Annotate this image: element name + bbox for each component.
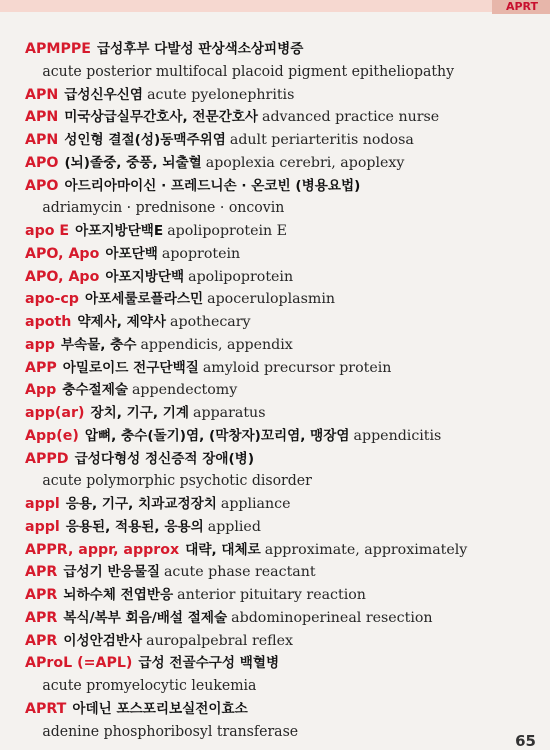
entry-abbreviation: AProL (=APL): [25, 655, 133, 672]
entry-korean-term: 뇌하수체 전엽반응: [63, 587, 174, 603]
dictionary-entry: [25, 175, 545, 198]
entry-english-term: amyloid precursor protein: [202, 359, 392, 376]
dictionary-entry: [25, 539, 545, 562]
entry-korean-term: 응용된, 적용된, 응용의: [65, 518, 204, 535]
entry-korean-term: 대략, 대체로: [185, 541, 261, 558]
entry-english-term: appendicis, appendix: [140, 336, 293, 353]
entry-abbreviation: APR: [25, 632, 58, 649]
entry-english-term: apothecary: [170, 314, 251, 330]
dictionary-entry: [25, 266, 545, 289]
entry-abbreviation: apo-cp: [25, 291, 79, 308]
entry-korean-term: 급성기 반응물질: [63, 564, 160, 581]
entry-korean-term: 급성다형성 정신증적 장애(병): [74, 450, 255, 467]
entry-english-term: appendicitis: [353, 427, 442, 444]
entry-english-term: auropalpebral reflex: [146, 632, 293, 649]
section-tab: APRT: [492, 0, 550, 14]
entry-abbreviation: app: [25, 336, 55, 353]
entry-abbreviation: APR: [25, 609, 58, 626]
entry-abbreviation: APN: [25, 86, 59, 103]
entry-korean-term: 급성 전골수구성 백혈병: [138, 655, 280, 672]
dictionary-entry: [25, 698, 545, 721]
entry-english-term: abdominoperineal resection: [231, 609, 433, 626]
entry-abbreviation: APPD: [25, 450, 69, 467]
entry-korean-term: 충수절제술: [62, 382, 128, 399]
entry-abbreviation: APRT: [25, 700, 67, 717]
dictionary-entry: [25, 311, 545, 334]
entry-korean-term: 미국상급실무간호사, 전문간호사: [64, 109, 259, 126]
dictionary-entry: [25, 197, 527, 220]
entry-abbreviation: APO: [25, 154, 59, 171]
dictionary-entry: [25, 379, 545, 402]
dictionary-entry: [25, 357, 545, 380]
dictionary-entry: [25, 288, 545, 311]
dictionary-entry: [25, 448, 545, 471]
entry-korean-term: 성인형 결절(성)동맥주위염: [64, 132, 226, 148]
entry-english-term: apoprotein: [161, 245, 241, 262]
entry-abbreviation: APP: [25, 359, 57, 376]
entry-english-term: adult periarteritis nodosa: [229, 132, 414, 148]
dictionary-entry: [25, 84, 545, 107]
entry-english-term: acute pyelonephritis: [147, 86, 295, 103]
entry-abbreviation: apo E: [25, 223, 70, 239]
dictionary-entries: [25, 38, 545, 743]
entry-korean-term: 급성신우신염: [64, 86, 144, 103]
entry-abbreviation: APMPPE: [25, 41, 91, 57]
entry-korean-term: 아포세룰로플라스민: [84, 291, 204, 308]
entry-abbreviation: APR: [25, 564, 58, 581]
entry-korean-term: 복식/복부 회음/배설 절제술: [63, 609, 228, 626]
entry-english-term: acute posterior multifocal placoid pigment epitheliopathy: [42, 62, 455, 80]
dictionary-entry: [25, 721, 527, 744]
entry-korean-term: 이성안검반사: [63, 632, 143, 649]
entry-korean-term: (뇌)졸중, 중풍, 뇌출혈: [64, 154, 202, 171]
dictionary-entry: [25, 561, 545, 584]
entry-korean-term: 아포단백: [105, 245, 158, 262]
dictionary-entry: [25, 61, 527, 84]
entry-english-term: approximate, approximately: [264, 541, 468, 558]
entry-korean-term: 아데닌 포스포리보실전이효소: [72, 700, 248, 717]
dictionary-entry: [25, 652, 545, 675]
entry-korean-term: 급성후부 다발성 판상색소상피병증: [96, 41, 304, 57]
entry-abbreviation: APPR, appr, approx: [25, 541, 180, 558]
entry-abbreviation: App: [25, 382, 57, 399]
entry-abbreviation: apoth: [25, 314, 72, 330]
dictionary-entry: [25, 630, 545, 653]
entry-english-term: adriamycin · prednisone · oncovin: [42, 199, 285, 217]
dictionary-entry: [25, 584, 545, 607]
entry-korean-term: 압뼈, 충수(돌기)염, (막창자)꼬리염, 맹장염: [84, 427, 350, 444]
page-number: 65: [515, 732, 536, 750]
entry-korean-term: 약제사, 제약사: [77, 314, 167, 330]
entry-abbreviation: appl: [25, 496, 60, 512]
entry-english-term: apolipoprotein: [188, 268, 294, 285]
entry-english-term: acute phase reactant: [163, 564, 316, 581]
entry-korean-term: 부속물, 충수: [60, 336, 137, 353]
dictionary-entry: [25, 334, 545, 357]
dictionary-entry: [25, 129, 545, 152]
entry-abbreviation: APO, Apo: [25, 268, 100, 285]
entry-english-term: adenine phosphoribosyl transferase: [42, 722, 299, 740]
dictionary-entry: [25, 220, 545, 243]
entry-english-term: appliance: [220, 496, 291, 512]
dictionary-entry: [25, 493, 545, 516]
dictionary-entry: [25, 470, 527, 493]
dictionary-entry: [25, 425, 545, 448]
entry-abbreviation: app(ar): [25, 405, 85, 421]
dictionary-entry: [25, 516, 545, 539]
entry-korean-term: 아드리아마이신 · 프레드니손 · 온코빈 (병용요법): [64, 177, 361, 194]
entry-korean-term: 아포지방단백: [105, 268, 185, 285]
entry-english-term: applied: [207, 518, 261, 535]
header-band: [0, 0, 550, 12]
entry-korean-term: 아포지방단백E: [75, 223, 164, 239]
dictionary-entry: [25, 607, 545, 630]
entry-abbreviation: APO, Apo: [25, 245, 100, 262]
entry-english-term: anterior pituitary reaction: [177, 587, 366, 603]
entry-korean-term: 장치, 기구, 기계: [90, 405, 190, 421]
dictionary-entry: [25, 106, 545, 129]
entry-english-term: apolipoprotein E: [167, 223, 288, 239]
entry-abbreviation: APR: [25, 587, 58, 603]
entry-korean-term: 응용, 기구, 치과교정장치: [65, 496, 217, 512]
entry-abbreviation: APN: [25, 109, 59, 126]
entry-abbreviation: appl: [25, 518, 60, 535]
entry-english-term: advanced practice nurse: [262, 109, 440, 126]
dictionary-entry: [25, 38, 545, 61]
dictionary-entry: [25, 675, 527, 698]
entry-english-term: appendectomy: [131, 382, 238, 399]
entry-english-term: acute polymorphic psychotic disorder: [42, 472, 312, 490]
dictionary-entry: [25, 402, 545, 425]
dictionary-entry: [25, 152, 545, 175]
dictionary-entry: [25, 243, 545, 266]
entry-abbreviation: APO: [25, 177, 59, 194]
entry-english-term: acute promyelocytic leukemia: [42, 677, 257, 694]
entry-english-term: apparatus: [193, 405, 266, 421]
entry-english-term: apoceruloplasmin: [207, 291, 336, 308]
entry-korean-term: 아밀로이드 전구단백질: [62, 359, 199, 376]
entry-abbreviation: APN: [25, 132, 59, 148]
entry-abbreviation: App(e): [25, 427, 79, 444]
entry-english-term: apoplexia cerebri, apoplexy: [205, 154, 405, 171]
